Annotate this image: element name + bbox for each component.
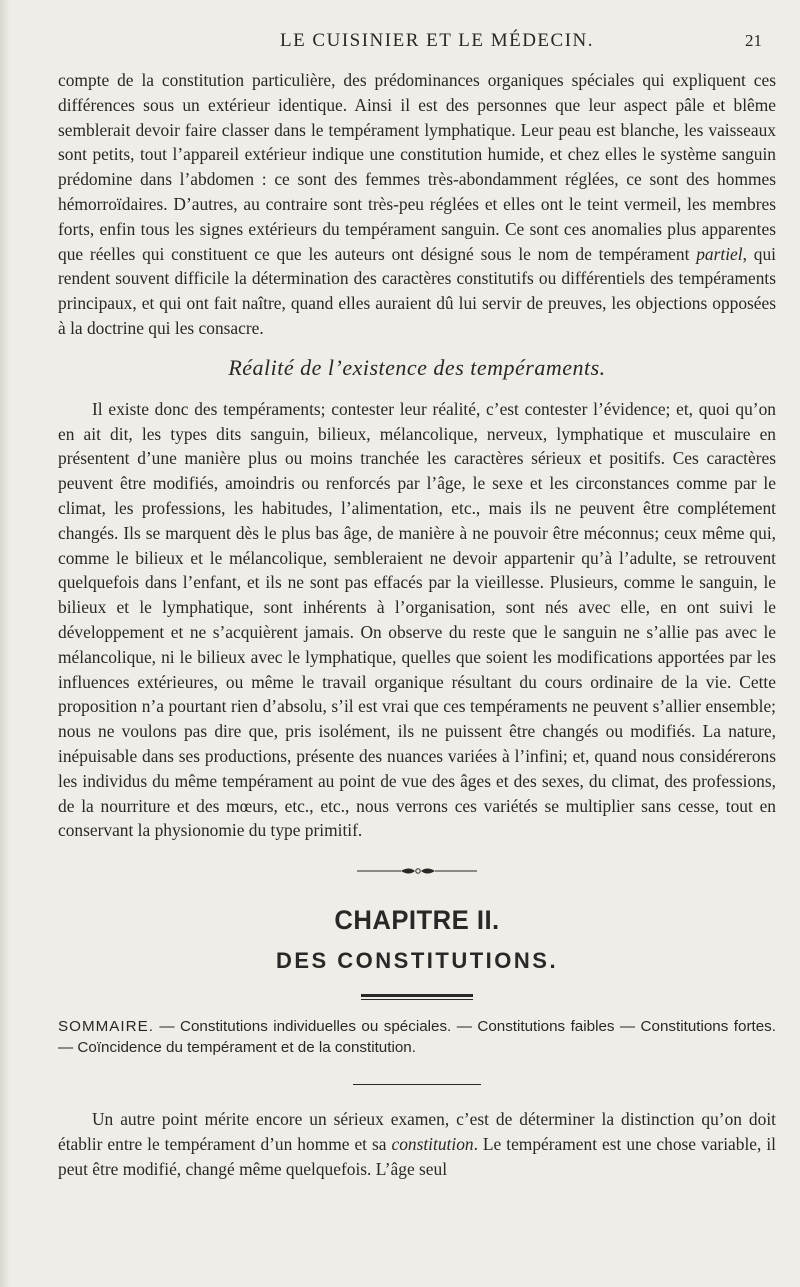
paragraph-text: , qui rendent souvent difficile la détermination des caractères constitutifs ou différentiels des tempéraments principaux, et qui ont fait naître, quand elles auraient dû lui servir de preuves, les objections opposées à la doctrine qui les consacre. bbox=[58, 243, 776, 338]
rule-divider bbox=[353, 1084, 481, 1085]
page-number: 21 bbox=[745, 31, 762, 50]
chapter-subtitle: DES CONSTITUTIONS. bbox=[275, 948, 559, 974]
running-head: LE CUISINIER ET LE MÉDECIN. bbox=[279, 30, 595, 51]
paragraph-text: compte de la constitution particulière, des prédominances organiques spéciales qui expliquent ces différences sous un extérieur identique. Ainsi il est des personnes que leur aspect pâle et blême semblerait devoir faire classer dans le tempérament lymphatique. Leur peau est blanche, les vaisseaux sont petits, tout l’appareil extérieur indique une constitution humide, et chez elles le système sanguin prédomine dans l’abdomen : ce sont des femmes très-abondamment réglées, ce sont des hommes hémorroïdaires. D’autres, au contraire sont très-peu réglées et elles ont le teint vermeil, les membres forts, enfin tous les signes extérieurs du tempérament sanguin. Ce sont ces anomalies plus apparentes que réelles qui constituent ce que les auteurs ont désigné sous le nom de tempérament bbox=[58, 70, 776, 264]
paragraph-constitution-intro bbox=[58, 1107, 776, 1181]
section-title: Réalité de l’existence des tempéraments. bbox=[228, 354, 606, 380]
paragraph-constitution-anomalies bbox=[58, 68, 776, 341]
page-header bbox=[58, 30, 776, 54]
paragraph-text: Un autre point mérite encore un sérieux examen, c’est de déterminer la distinction qu’on doit établir entre le tempérament d’un homme et sa bbox=[58, 1109, 776, 1154]
page-gutter-shadow bbox=[0, 0, 10, 1287]
ornament-divider bbox=[355, 865, 479, 877]
italic-term-constitution: constitution bbox=[391, 1133, 474, 1154]
paragraph-text: . Le tempérament est une chose variable, il peut être modifié, changé même quelquefois. L’âge seul bbox=[58, 1133, 776, 1179]
chapter-title: CHAPITRE II. bbox=[334, 905, 500, 936]
summary-label: SOMMAIRE. bbox=[58, 1018, 154, 1036]
double-rule-divider bbox=[361, 994, 473, 1000]
italic-term-partiel: partiel bbox=[696, 243, 743, 264]
summary-text: — Constitutions individuelles ou spéciales. — Constitutions faibles — Constitutions fortes. — Coïncidence du tempérament et de la constitution. bbox=[58, 1018, 776, 1057]
paragraph-temperaments-reality: Il existe donc des tempéraments; contester leur réalité, c’est contester l’évidence; et, quoi qu’on en ait dit, les types dits sanguin, bilieux, mélancolique, nerveux, lymphatique et musculaire en présentent d’une manière plus ou moins tranchée les caractères sérieux et positifs. Ces caractères peuvent être modifiés, amoindris ou renforcés par l’âge, le sexe et les circonstances comme par le climat, les professions, les habitudes, l’alimentation, etc., mais ils ne peuvent être complétement changés. Ils se marquent dès le plus bas âge, de manière à ne pouvoir être méconnus; ceux même qui, comme le bilieux et le mélancolique, sembleraient ne devoir appartenir qu’à l’adulte, se retrouvent quelquefois dans l’enfant, et ils ne sont pas effacés par la vieillesse. Plusieurs, comme le sanguin, le bilieux et le lymphatique, sont inhérents à l’organisation, sont nés avec elle, en ont suivi le développement et ne s’acquièrent jamais. On observe du reste que le sanguin ne s’allie pas avec le mélancolique, ni le bilieux avec le lymphatique, quelles que soient les modifications apportées par les influences extérieures, ou même le travail organique résultant du cours ordinaire de la vie. Cette proposition n’a pourtant rien d’absolu, s’il est vrai que ces tempéraments ne peuvent s’allier ensemble; nous ne voulons pas dire que, pris isolément, ils ne puissent être changés ou modifiés. La nature, inépuisable dans ses productions, présente des nuances variées à l’infini; et, quand nous considérerons les individus du même tempérament au point de vue des âges et des sexes, du climat, des professions, de la nourriture et des mœurs, etc., etc., nous verrons ces variétés se multiplier sans cesse, tout en conservant la physionomie du type primitif. bbox=[58, 398, 776, 841]
chapter-summary bbox=[58, 1016, 776, 1058]
